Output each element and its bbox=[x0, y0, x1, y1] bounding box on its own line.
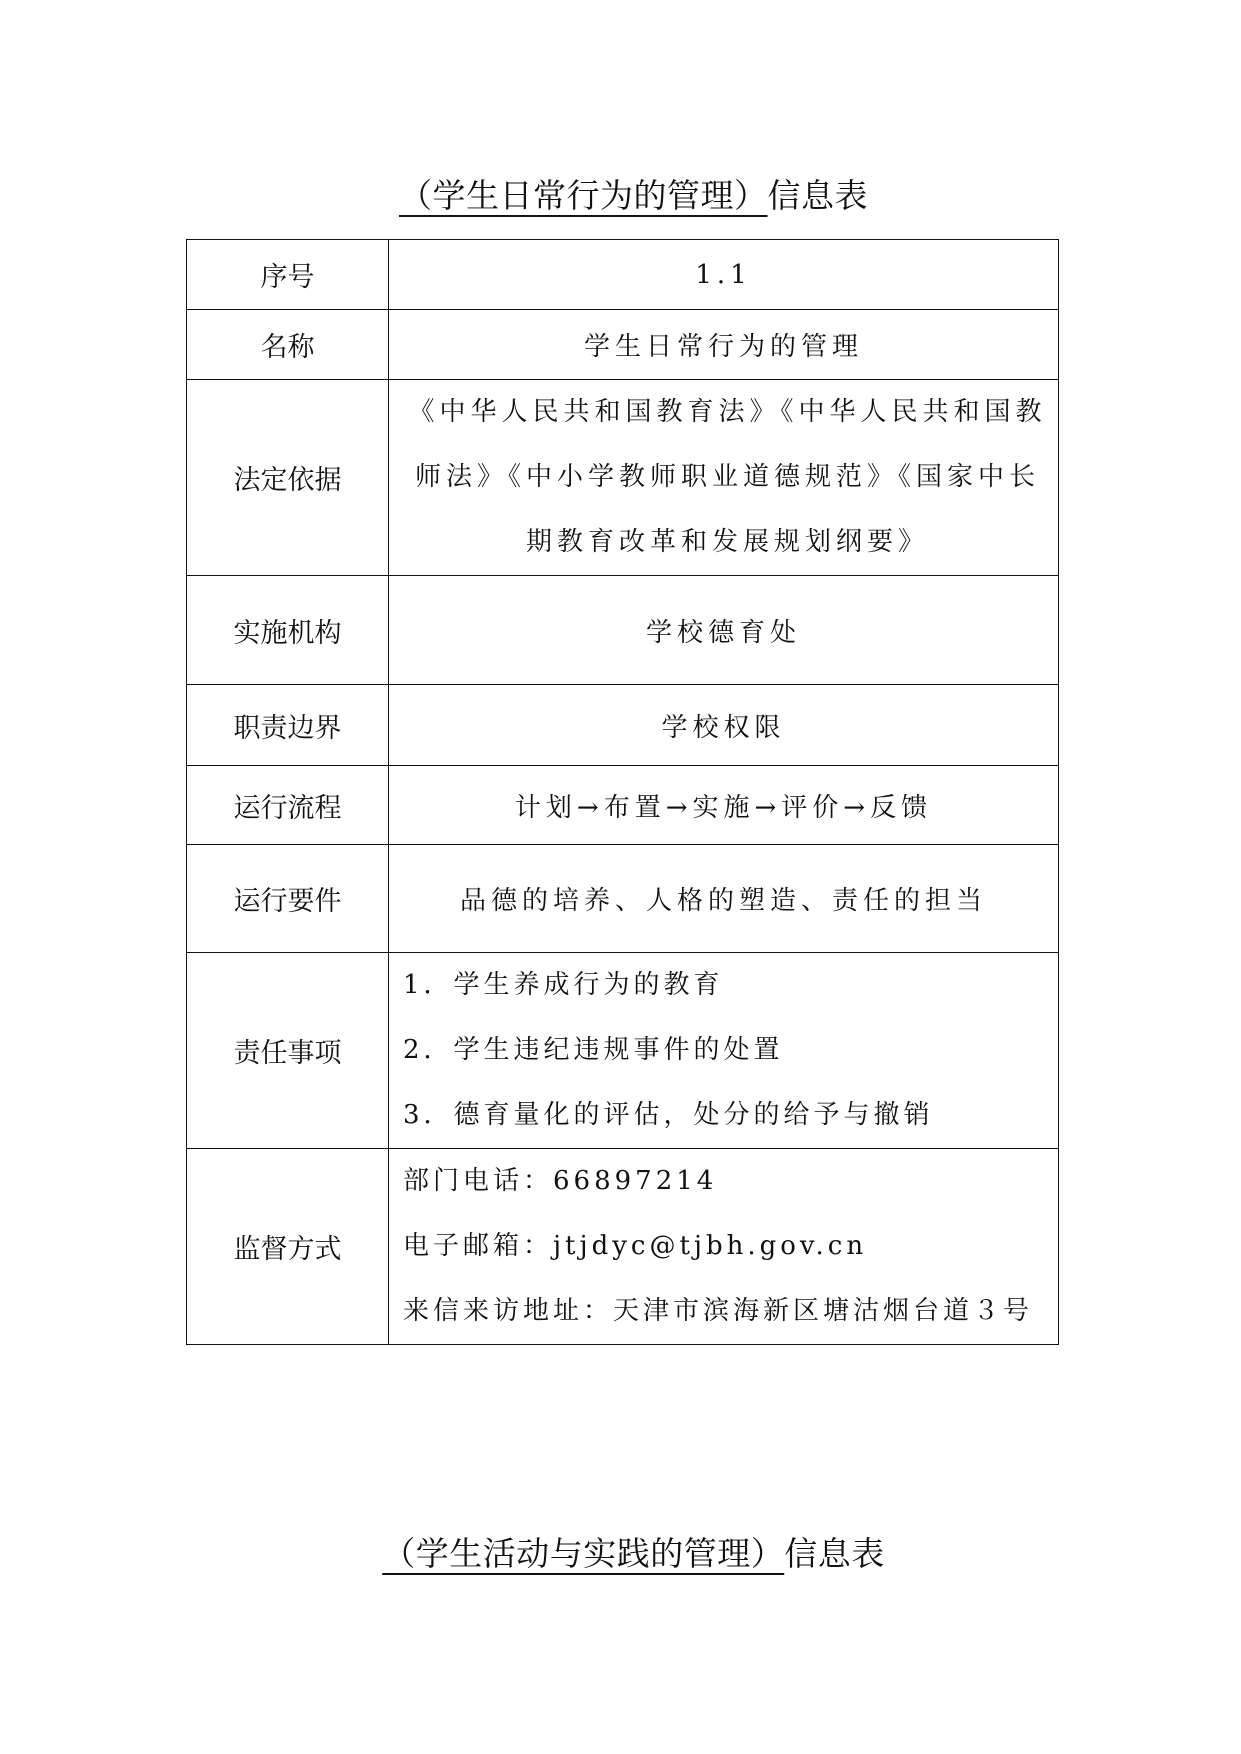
requirements-label: 运行要件 bbox=[187, 845, 389, 953]
title-underlined-part: （学生日常行为的管理） bbox=[399, 176, 768, 215]
table-row bbox=[187, 576, 1059, 685]
table-row bbox=[187, 766, 1059, 845]
table-row bbox=[187, 310, 1059, 380]
seq-label: 序号 bbox=[187, 240, 389, 310]
title-suffix: 信息表 bbox=[784, 1534, 885, 1573]
supervision-label: 监督方式 bbox=[187, 1149, 389, 1345]
table-row bbox=[187, 380, 1059, 576]
name-value: 学生日常行为的管理 bbox=[389, 310, 1059, 380]
seq-value: 1.1 bbox=[389, 240, 1059, 310]
requirements-value: 品德的培养、人格的塑造、责任的担当 bbox=[389, 845, 1059, 953]
title-underlined-part: （学生活动与实践的管理） bbox=[382, 1534, 785, 1573]
process-label: 运行流程 bbox=[187, 766, 389, 845]
duties-label: 责任事项 bbox=[187, 953, 389, 1149]
table-row bbox=[187, 240, 1059, 310]
title-suffix: 信息表 bbox=[767, 176, 868, 215]
duties-list bbox=[389, 953, 1059, 1149]
info-table bbox=[186, 239, 1059, 1345]
info-table-title bbox=[0, 170, 1241, 217]
table-row bbox=[187, 685, 1059, 766]
org-label: 实施机构 bbox=[187, 576, 389, 685]
table-row bbox=[187, 1149, 1059, 1345]
duty-item: 2．学生违纪违规事件的处置 bbox=[403, 1035, 784, 1065]
table-row bbox=[187, 845, 1059, 953]
boundary-label: 职责边界 bbox=[187, 685, 389, 766]
org-value: 学校德育处 bbox=[389, 576, 1059, 685]
duty-item: 3．德育量化的评估，处分的给予与撤销 bbox=[403, 1100, 934, 1130]
next-table-title bbox=[0, 1528, 1241, 1575]
process-value: 计划→布置→实施→评价→反馈 bbox=[389, 766, 1059, 845]
address-line: 来信来访地址：天津市滨海新区塘沽烟台道３号 bbox=[403, 1296, 1034, 1326]
supervision-list bbox=[389, 1149, 1059, 1345]
name-label: 名称 bbox=[187, 310, 389, 380]
boundary-value: 学校权限 bbox=[389, 685, 1059, 766]
basis-value: 《中华人民共和国教育法》《中华人民共和国教师法》《中小学教师职业道德规范》《国家中长期教育改革和发展规划纲要》 bbox=[389, 380, 1059, 576]
table-row bbox=[187, 953, 1059, 1149]
basis-label: 法定依据 bbox=[187, 380, 389, 576]
email-line: 电子邮箱：jtjdyc@tjbh.gov.cn bbox=[403, 1231, 868, 1261]
duty-item: 1．学生养成行为的教育 bbox=[403, 970, 724, 1000]
phone-line: 部门电话：66897214 bbox=[403, 1166, 718, 1196]
